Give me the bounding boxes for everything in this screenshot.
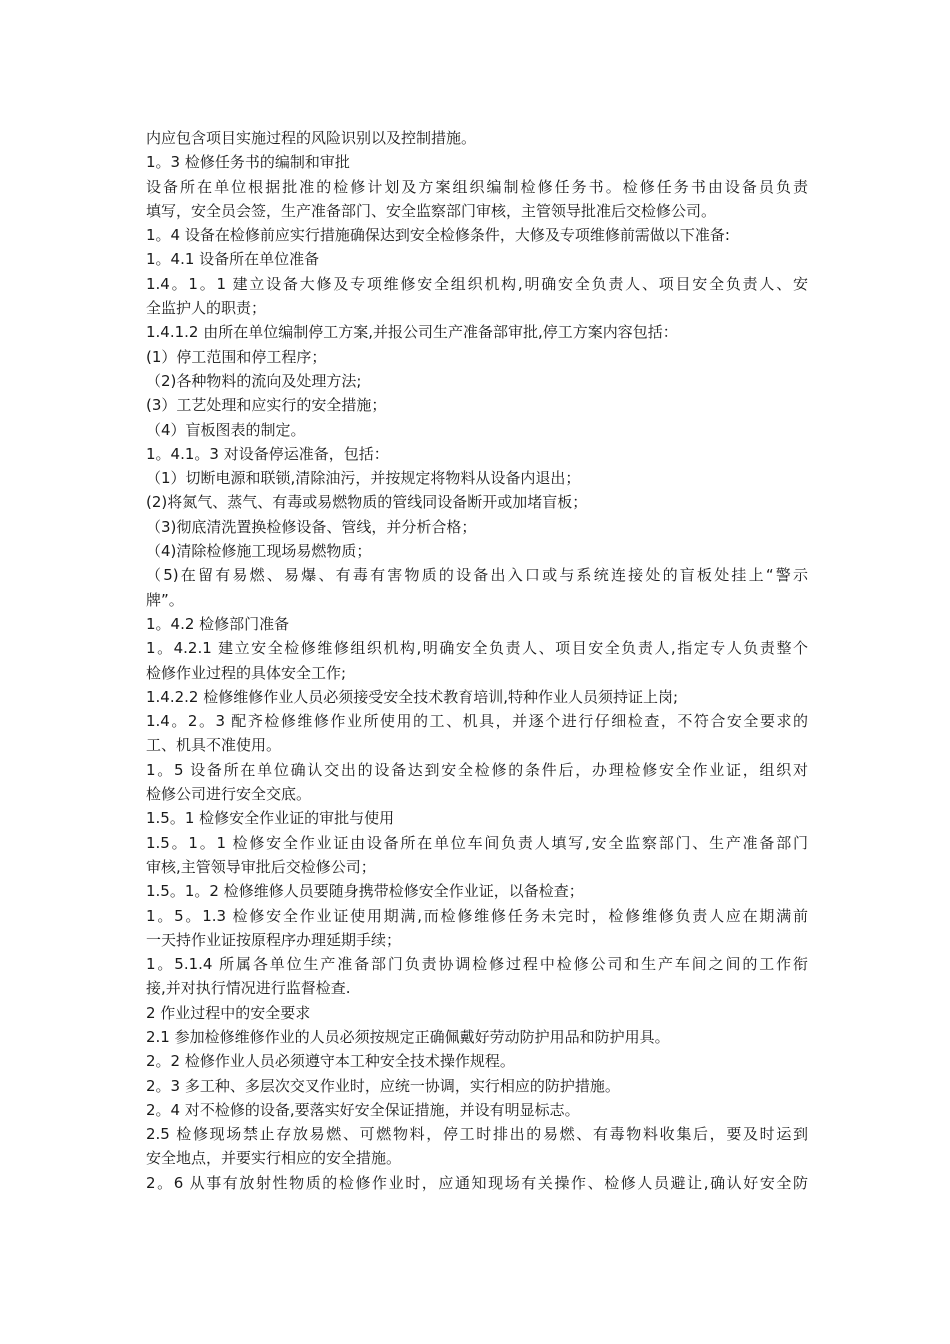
text-line: 1。4 设备在检修前应实行措施确保达到安全检修条件，大修及专项维修前需做以下准备: — [146, 226, 730, 245]
text-line: 1。4.1。3 对设备停运准备，包括： — [146, 444, 389, 463]
text-line: 1.4.1.2 由所在单位编制停工方案,并报公司生产准备部审批,停工方案内容包括： — [146, 323, 678, 342]
text-line: 1。4.2 检修部门准备 — [146, 614, 290, 633]
text-line: (1）停工范围和停工程序； — [146, 347, 327, 366]
text-line: 审核,主管领导审批后交检修公司； — [146, 857, 376, 876]
text-line: （5)在留有易燃、易爆、有毒有害物质的设备出入口或与系统连接处的盲板处挂上“警示 — [146, 566, 808, 585]
text-line: 安全地点，并要实行相应的安全措施。 — [146, 1149, 402, 1168]
text-line: 内应包含项目实施过程的风险识别以及控制措施。 — [146, 129, 477, 147]
text-line: 1.4.2.2 检修维修作业人员必须接受安全技术教育培训,特种作业人员须持证上岗; — [146, 687, 679, 706]
text-line: （3)彻底清洗置换检修设备、管线，并分析合格； — [146, 517, 477, 536]
text-line: 填写，安全员会签，生产准备部门、安全监察部门审核，主管领导批准后交检修公司。 — [146, 201, 717, 220]
text-line: （1）切断电源和联锁,清除油污，并按规定将物料从设备内退出； — [146, 469, 581, 488]
text-line: 1。4.2.1 建立安全检修维修组织机构,明确安全负责人、项目安全负责人,指定专人负责整个 — [146, 639, 808, 658]
text-line: 1。3 检修任务书的编制和审批 — [146, 153, 350, 172]
text-line: 检修作业过程的具体安全工作; — [146, 663, 347, 682]
text-line: 2。3 多工种、多层次交叉作业时，应统一协调，实行相应的防护措施。 — [146, 1076, 620, 1095]
text-line: 1。4.1 设备所在单位准备 — [146, 250, 320, 269]
text-line: 2。2 检修作业人员必须遵守本工种安全技术操作规程。 — [146, 1052, 515, 1071]
text-line: 2。6 从事有放射性物质的检修作业时，应通知现场有关操作、检修人员避让,确认好安全防 — [146, 1173, 808, 1192]
text-line: （4)清除检修施工现场易燃物质； — [146, 542, 372, 561]
text-line: 1。5.1.4 所属各单位生产准备部门负责协调检修过程中检修公司和生产车间之间的工作衔 — [146, 955, 808, 974]
text-line: 接,并对执行情况进行监督检查. — [146, 979, 351, 998]
text-line: 1.5。1。1 检修安全作业证由设备所在单位车间负责人填写,安全监察部门、生产准备部门 — [146, 833, 808, 852]
text-line: （4）盲板图表的制定。 — [146, 420, 306, 439]
text-line: 1。5 设备所在单位确认交出的设备达到安全检修的条件后，办理检修安全作业证，组织对 — [146, 760, 808, 779]
text-line: 检修公司进行安全交底。 — [146, 785, 312, 804]
text-line: 一天持作业证按原程序办理延期手续； — [146, 930, 402, 949]
text-line: (2)将氮气、蒸气、有毒或易燃物质的管线同设备断开或加堵盲板； — [146, 493, 588, 512]
text-line: 2.1 参加检修维修作业的人员必须按规定正确佩戴好劳动防护用品和防护用具。 — [146, 1027, 670, 1046]
text-line: (3）工艺处理和应实行的安全措施； — [146, 396, 387, 415]
text-line: （2)各种物料的流向及处理方法; — [146, 371, 362, 390]
document-body — [146, 126, 808, 1195]
text-line: 1.4。2。3 配齐检修维修作业所使用的工、机具，并逐个进行仔细检查，不符合安全要求的 — [146, 712, 808, 731]
text-line: 2 作业过程中的安全要求 — [146, 1003, 311, 1022]
text-line: 全监护人的职责； — [146, 299, 267, 318]
text-line: 1。5。1.3 检修安全作业证使用期满,而检修维修任务未完时，检修维修负责人应在期满前 — [146, 906, 808, 925]
text-line: 1.5。1。2 检修维修人员要随身携带检修安全作业证，以备检查； — [146, 882, 584, 901]
text-line: 2.5 检修现场禁止存放易燃、可燃物料，停工时排出的易燃、有毒物料收集后，要及时运到 — [146, 1125, 808, 1144]
text-line: 设备所在单位根据批准的检修计划及方案组织编制检修任务书。检修任务书由设备员负责 — [146, 177, 808, 196]
text-line: 工、机具不准使用。 — [146, 736, 282, 755]
text-line: 2。4 对不检修的设备,要落实好安全保证措施，并设有明显标志。 — [146, 1100, 580, 1119]
text-line: 1.4。1。1 建立设备大修及专项维修安全组织机构,明确安全负责人、项目安全负责人、安 — [146, 274, 808, 293]
text-line: 1.5。1 检修安全作业证的审批与使用 — [146, 809, 395, 828]
text-line: 牌”。 — [146, 590, 184, 609]
